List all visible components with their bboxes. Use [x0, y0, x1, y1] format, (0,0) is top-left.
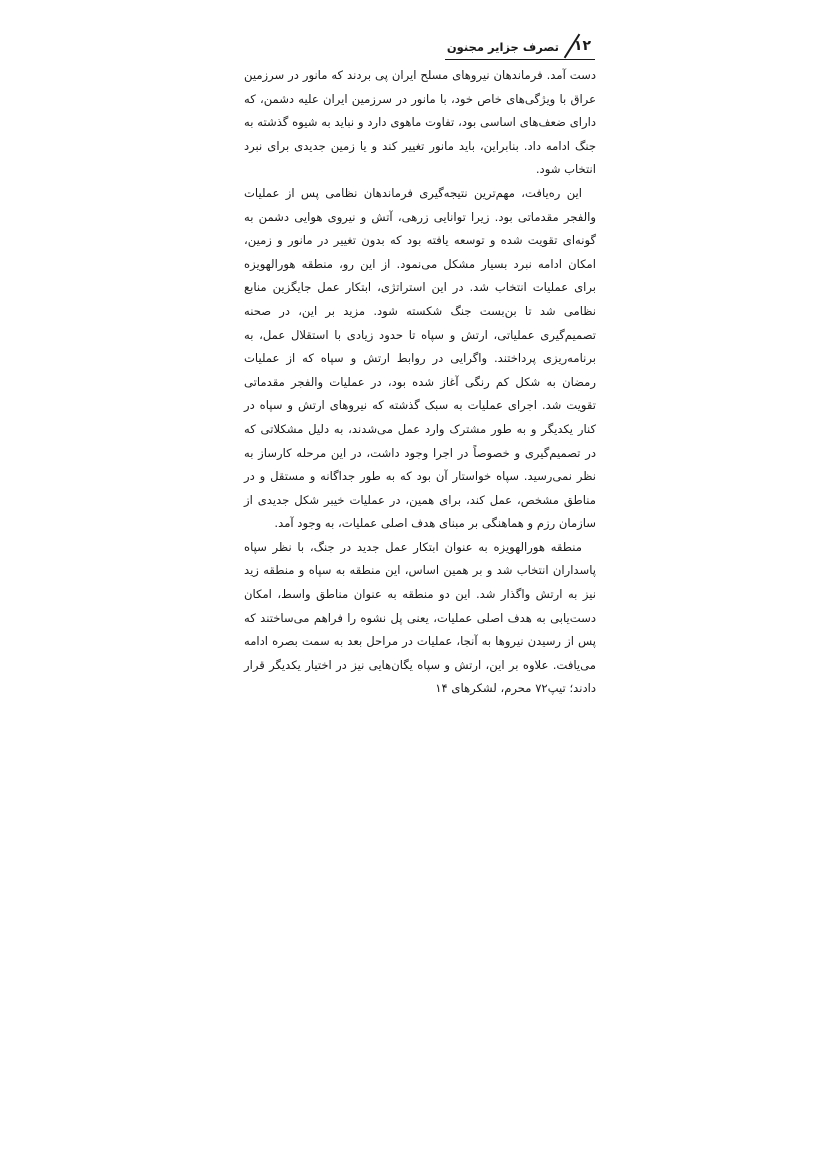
paragraph-1: دست آمد. فرماندهان نیروهای مسلح ایران پی بردند که مانور در سرزمین عراق با ویژگی‌های خاص خود، با مانور در سرزمین ایران علیه دشمن، که دارای ضعف‌های اساسی بود، تفاوت ماهوی دارد و نباید به شیوه گذشته به جنگ ادامه داد. بنابراین، باید مانور تغییر کند و یا زمین جدیدی برای نبرد انتخاب شود. [244, 68, 596, 177]
running-title: تصرف جزایر مجنون [446, 40, 559, 54]
header-rule [445, 59, 595, 60]
paragraph-3: منطقه هورالهویزه به عنوان ابتکار عمل جدید در جنگ، با نظر سپاه پاسداران انتخاب شد و بر همین اساس، این منطقه به سپاه و منطقه زید نیز به ارتش واگذار شد. این دو منطقه به عنوان مناطق واسط، امکان دست‌یابی به هدف اصلی عملیات، یعنی پل نشوه را فراهم می‌ساختند که پس از رسیدن نیروها به آنجا، عملیات در مراحل بعد به سمت بصره ادامه می‌یافت. علاوه بر این، ارتش و سپاه یگان‌هایی نیز در اختیار یکدیگر قرار دادند؛ تیپ۷۲ محرم، لشکرهای ۱۴ [244, 539, 596, 696]
body-text [244, 64, 596, 701]
page-number: ۱۲ [573, 38, 591, 54]
page-header [250, 36, 595, 60]
paragraph-2: این ره‌یافت، مهم‌ترین نتیجه‌گیری فرماندهان نظامی پس از عملیات والفجر مقدماتی بود. زیرا توانایی زرهی، آتش و نیروی هوایی دشمن به گونه‌ای تقویت شده و توسعه یافته بود که بدون تغییر در مانور و زمین، امکان ادامه نبرد بسیار مشکل می‌نمود. از این رو، منطقه هورالهویزه برای عملیات انتخاب شد. در این استراتژی، ابتکار عمل جایگزین منابع نظامی شد تا بن‌بست جنگ شکسته شود. مزید بر این، در صحنه تصمیم‌گیری عملیاتی، ارتش و سپاه تا حدود زیادی با استقلال عمل، به برنامه‌ریزی پرداختند. واگرایی در روابط ارتش و سپاه که از عملیات رمضان به شکل کم رنگی آغاز شده بود، در عملیات والفجر مقدماتی تقویت شد. اجرای عملیات به سبک گذشته که نیروهای ارتش و سپاه در کنار یکدیگر و به طور مشترک وارد عمل می‌شدند، به دلیل مشکلاتی که در تصمیم‌گیری و خصوصاً در اجرا وجود داشت، در این مرحله کارساز به نظر نمی‌رسید. سپاه خواستار آن بود که به طور جداگانه و مستقل و در مناطق مشخص، عمل کند، برای همین، در عملیات خیبر شکل جدیدی از سازمان رزم و هماهنگی بر مبنای هدف اصلی عملیات، به وجود آمد. [244, 185, 596, 531]
